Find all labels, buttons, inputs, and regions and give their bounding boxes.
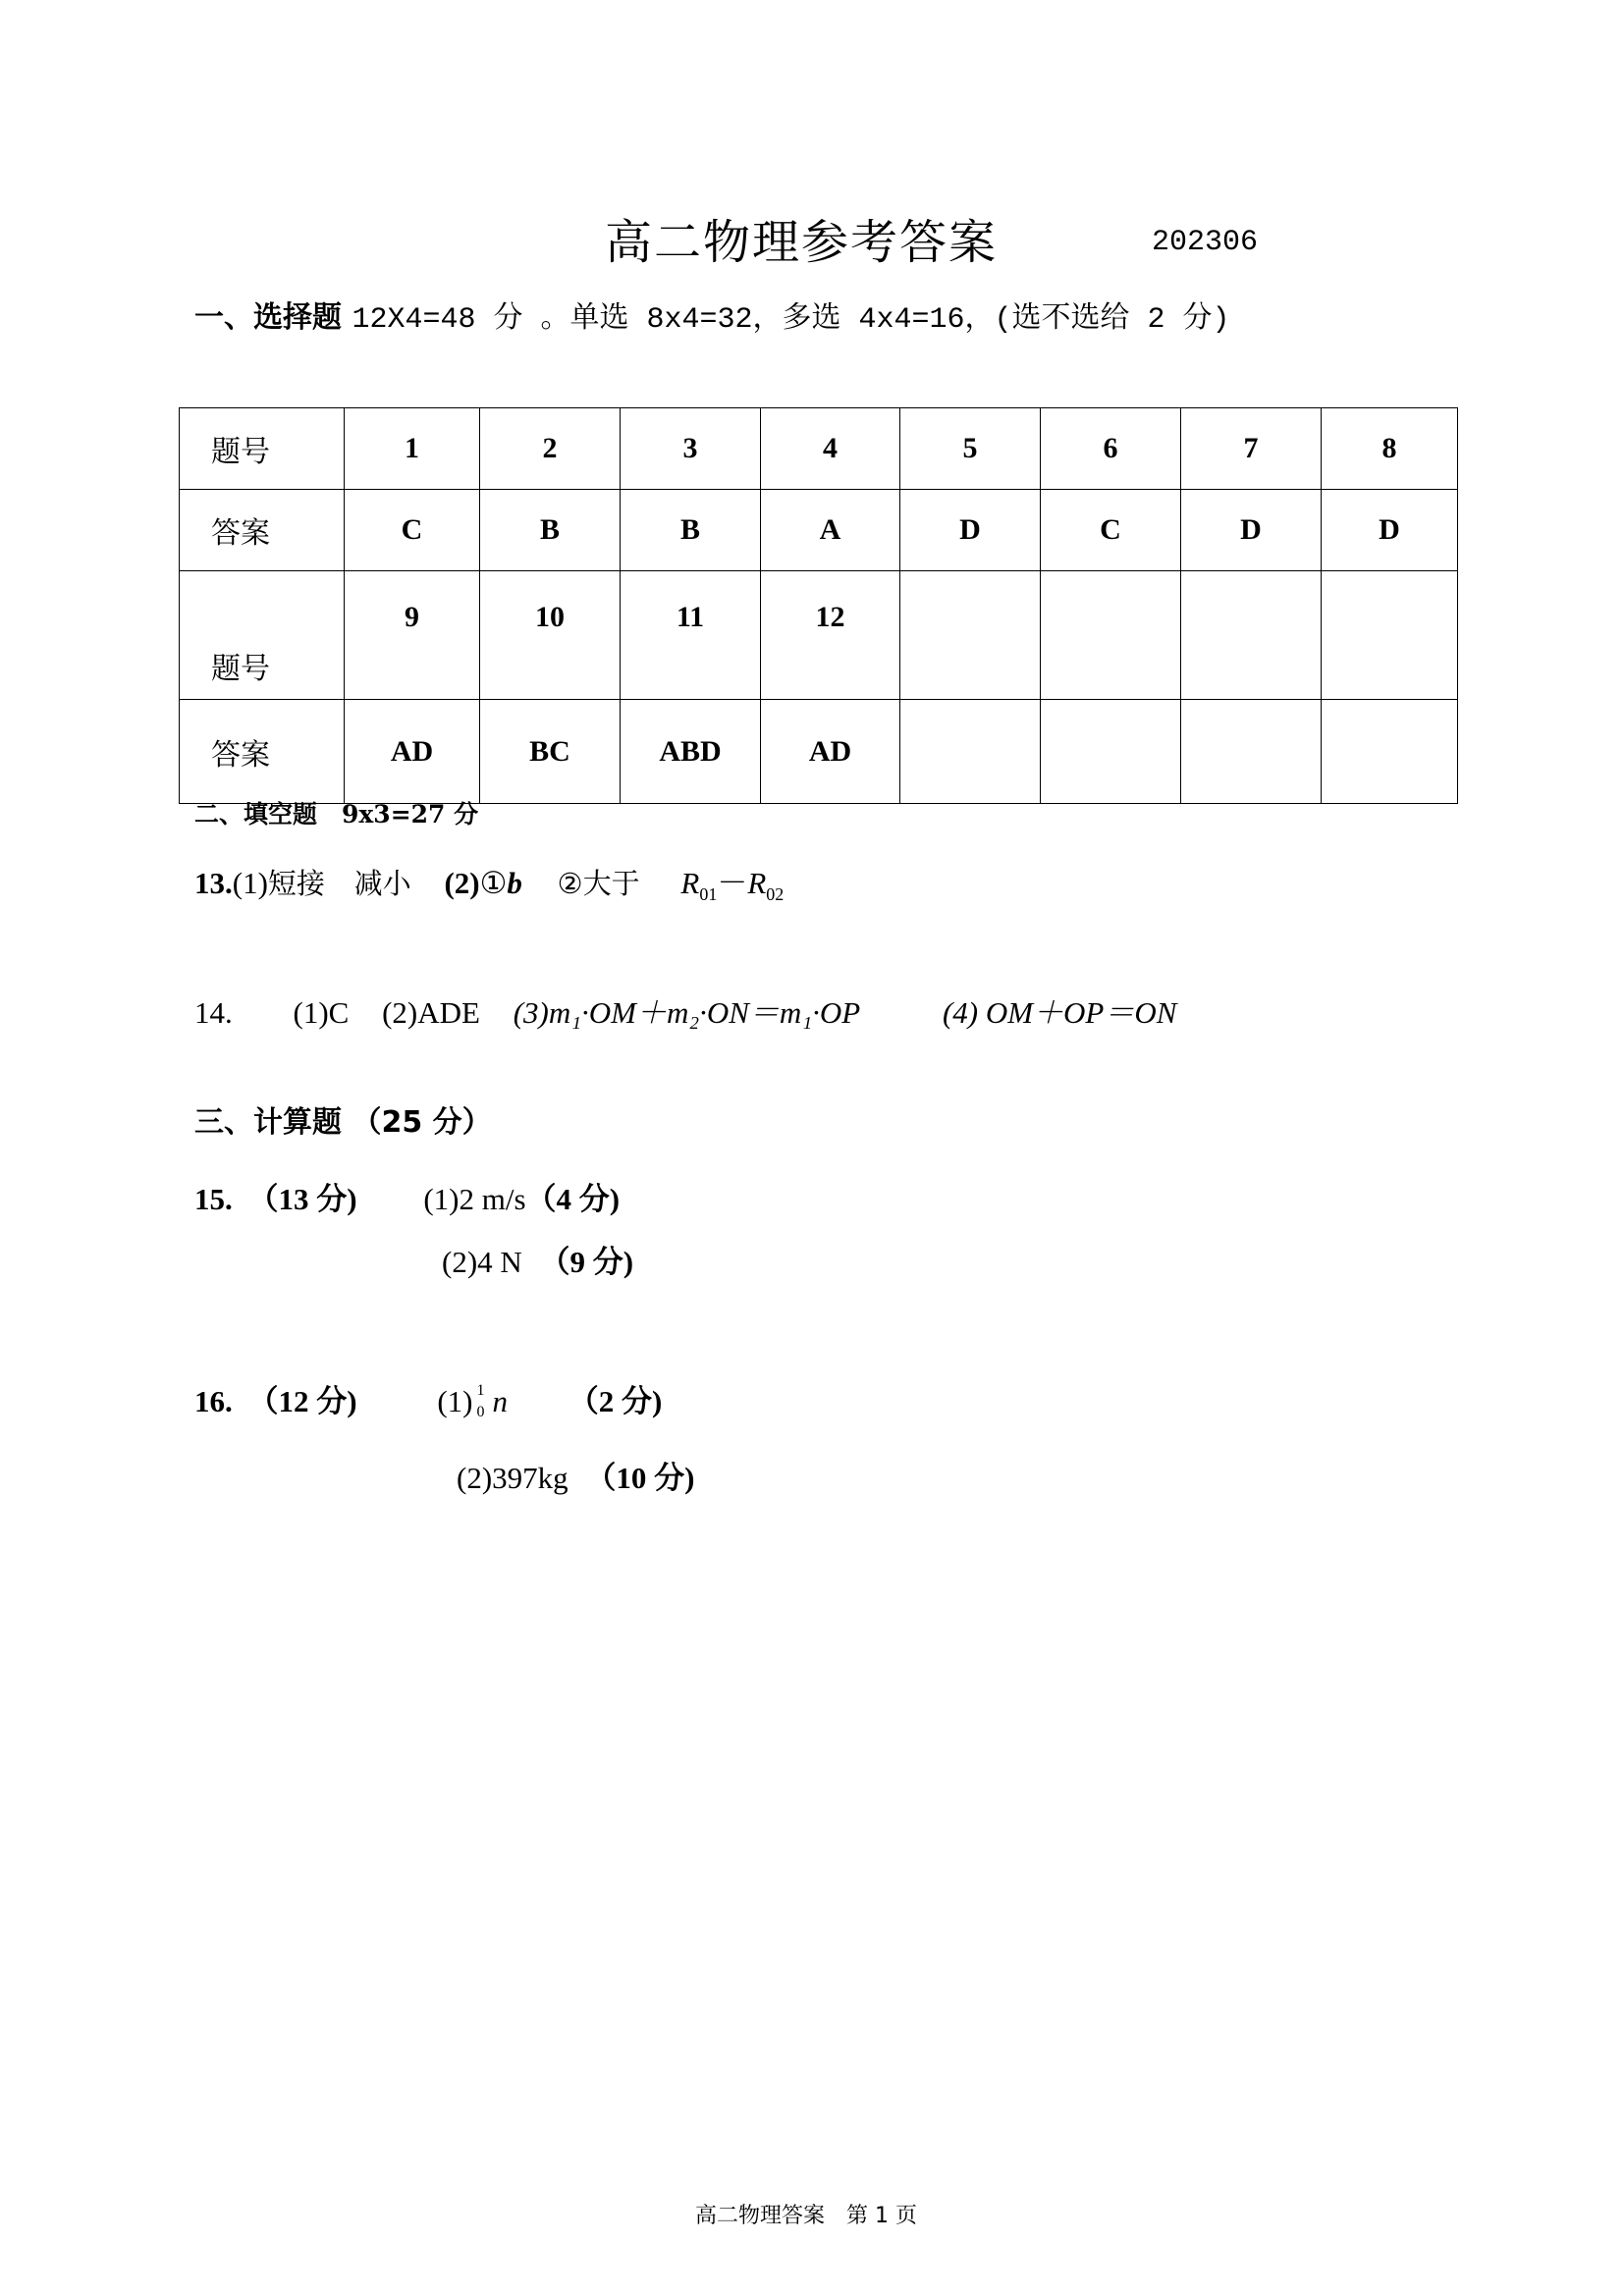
question-number: 3: [621, 408, 761, 490]
q14-answer3: (3)m₁·OM＋m₂·ON＝m₁·OP: [513, 995, 861, 1030]
neutron-mass-number: 1: [476, 1381, 485, 1399]
q16-answer1-points: （2 分): [568, 1384, 663, 1418]
q14-number: 14.: [194, 995, 233, 1030]
question-number: 11: [621, 571, 761, 700]
q15-answer2: (2)4 N: [442, 1245, 522, 1279]
question-number: 8: [1322, 408, 1458, 490]
q16-answer2: (2)397kg: [457, 1461, 568, 1495]
table-row: [180, 571, 1458, 700]
q13-answer1: 短接: [267, 867, 325, 900]
q16-points: （12 分): [247, 1384, 357, 1418]
q16-answer1-prefix: (1): [437, 1384, 473, 1418]
q13-minus: －: [717, 866, 748, 900]
answer-cell: AD: [345, 700, 480, 804]
answer-cell: B: [480, 490, 621, 571]
exam-code: 202306: [1152, 226, 1259, 259]
answer-cell: AD: [761, 700, 900, 804]
q15-line2: [442, 1237, 633, 1281]
q13-number: 13.: [194, 866, 233, 900]
question-number: [1041, 571, 1181, 700]
answer-cell: D: [1322, 490, 1458, 571]
table-row: [180, 490, 1458, 571]
q16-line2: [457, 1453, 694, 1497]
answer-cell: [1041, 700, 1181, 804]
question-number: 6: [1041, 408, 1181, 490]
section1-heading: [194, 293, 1230, 337]
q13-answer2: 减小: [353, 867, 411, 900]
section1-scoring: 12X4=48 分 。单选 8x4=32，多选 4x4=16，(选不选给 2 分): [352, 303, 1230, 337]
question-number: 4: [761, 408, 900, 490]
question-number: [1181, 571, 1322, 700]
q15-number: 15.: [194, 1182, 233, 1216]
q13-r02: R: [747, 866, 767, 900]
answer-cell: BC: [480, 700, 621, 804]
q13-answer3: b: [507, 866, 522, 900]
q14-answer1: (1)C: [293, 995, 350, 1030]
q13-circle1: ①: [479, 866, 508, 900]
question-number: 7: [1181, 408, 1322, 490]
question-number: 10: [480, 571, 621, 700]
answer-cell: D: [1181, 490, 1322, 571]
q14-line: [194, 988, 1176, 1032]
q15-points: （13 分): [247, 1182, 357, 1216]
q13-part1: (1): [232, 866, 268, 900]
answer-cell: C: [345, 490, 480, 571]
answer-table: [179, 407, 1458, 804]
q13-line: [194, 858, 784, 905]
q13-answer4: ②大于: [557, 867, 640, 900]
q15-line1: [194, 1174, 620, 1218]
row-label: 题号: [180, 408, 345, 490]
section3-heading: 三、计算题 （25 分）: [194, 1105, 492, 1140]
neutron-charge-number: 0: [476, 1403, 485, 1420]
q13-r01-sub: 01: [699, 884, 718, 905]
question-number: 12: [761, 571, 900, 700]
q16-answer1: n: [492, 1384, 508, 1418]
q15-answer1: (1)2 m/s: [423, 1182, 526, 1216]
q13-part2: (2): [444, 866, 480, 900]
row-label: 题号: [180, 571, 345, 700]
q13-r01: R: [680, 866, 700, 900]
answer-cell: [900, 700, 1041, 804]
table-row: [180, 700, 1458, 804]
row-label: 答案: [180, 700, 345, 804]
question-number: 5: [900, 408, 1041, 490]
question-number: [1322, 571, 1458, 700]
neutron-symbol: [472, 1381, 492, 1420]
answer-cell: ABD: [621, 700, 761, 804]
row-label: 答案: [180, 490, 345, 571]
q16-line1: [194, 1376, 662, 1420]
section1-label: 一、选择题: [194, 300, 352, 335]
answer-cell: B: [621, 490, 761, 571]
q15-answer2-points: （9 分): [539, 1245, 634, 1279]
answer-cell: [1181, 700, 1322, 804]
q16-answer2-points: （10 分): [585, 1461, 695, 1495]
section2-heading: 二、填空题 9x3=27 分: [194, 800, 479, 828]
answer-cell: C: [1041, 490, 1181, 571]
question-number: 1: [345, 408, 480, 490]
q16-number: 16.: [194, 1384, 233, 1418]
answer-cell: D: [900, 490, 1041, 571]
page-title: 高二物理参考答案: [605, 215, 999, 270]
question-number: 2: [480, 408, 621, 490]
table-row: [180, 408, 1458, 490]
answer-cell: A: [761, 490, 900, 571]
question-number: [900, 571, 1041, 700]
q14-answer2: (2)ADE: [382, 995, 480, 1030]
page-footer: 高二物理答案 第 1 页: [695, 2204, 917, 2228]
q14-answer4: (4) OM＋OP＝ON: [942, 995, 1177, 1030]
answer-cell: [1322, 700, 1458, 804]
q15-answer1-points: （4 分): [525, 1182, 621, 1216]
question-number: 9: [345, 571, 480, 700]
q13-r02-sub: 02: [766, 884, 785, 905]
